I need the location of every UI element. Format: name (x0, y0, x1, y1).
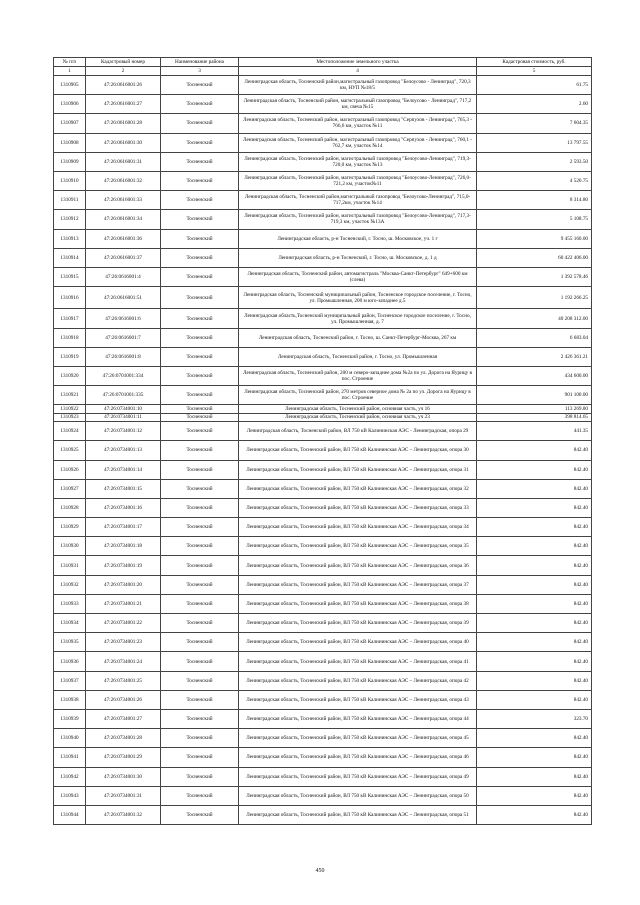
location-text: Ленинградская область, Тосненский район, 270 метров северное дома № 2а по ул. Дорога на Яурицу в пос. Строение (239, 386, 477, 405)
index-row (54, 67, 592, 76)
location-text: Ленинградская область, Тосненский район, ВЛ 750 кВ Калининская АЭС – Ленинградская, опора 32 (239, 479, 477, 498)
cadastral-value: 842.40 (477, 633, 592, 652)
row-number: 1310927 (54, 479, 86, 498)
table-row (54, 614, 592, 633)
cadastral-number: 47:26:0616001:4 (86, 267, 161, 286)
cadastral-number: 47:26:0734001:11 (86, 413, 161, 421)
row-number: 1310933 (54, 594, 86, 613)
district-name: Тосненский (161, 76, 239, 95)
district-name: Тосненский (161, 729, 239, 748)
district-name: Тосненский (161, 309, 239, 328)
row-number: 1310919 (54, 347, 86, 366)
location-text: Ленинградская область, Тосненский район, ВЛ 750 кВ Калининская АЭС – Ленинградская, опора 33 (239, 498, 477, 517)
row-number: 1310942 (54, 767, 86, 786)
cadastral-value: 842.40 (477, 614, 592, 633)
col-header-district: Наименование района (161, 58, 239, 67)
header-row (54, 58, 592, 67)
district-name: Тосненский (161, 328, 239, 347)
cadastral-number: 47:26:0734001:17 (86, 518, 161, 537)
location-text: Ленинградская область, Тосненский район, ВЛ 750 кВ Калининская АЭС – Ленинградская, опора 39 (239, 614, 477, 633)
row-number: 1310936 (54, 652, 86, 671)
row-number: 1310937 (54, 671, 86, 690)
row-number: 1310912 (54, 210, 86, 229)
table-row (54, 537, 592, 556)
district-name: Тосненский (161, 594, 239, 613)
table-row (54, 152, 592, 171)
location-text: Ленинградская область, Тосненский район, ВЛ 750 кВ Калининская АЭС – Ленинградская, опора 43 (239, 690, 477, 709)
district-name: Тосненский (161, 347, 239, 366)
row-number: 1310931 (54, 556, 86, 575)
row-number: 1310910 (54, 171, 86, 190)
row-number: 1310922 (54, 405, 86, 413)
district-name: Тосненский (161, 786, 239, 805)
table-row (54, 229, 592, 248)
cadastral-value: 60 422 406.00 (477, 248, 592, 267)
cadastral-number: 47:26:0616001:7 (86, 328, 161, 347)
cadastral-value: 842.40 (477, 556, 592, 575)
table-row (54, 95, 592, 114)
district-name: Тосненский (161, 748, 239, 767)
col-index-1: 1 (54, 67, 86, 76)
document-page (53, 57, 591, 825)
cadastral-value: 842.40 (477, 671, 592, 690)
cadastral-number: 47:26:0734001:20 (86, 575, 161, 594)
cadastral-value: 842.40 (477, 575, 592, 594)
district-name: Тосненский (161, 229, 239, 248)
table-row (54, 498, 592, 517)
cadastral-number: 47:26:0734001:19 (86, 556, 161, 575)
cadastral-value: 7 604.35 (477, 114, 592, 133)
table-row (54, 191, 592, 210)
location-text: Ленинградская область, Тосненский район, ВЛ 750 кВ Калининская АЭС – Ленинградская, опора 51 (239, 805, 477, 824)
row-number: 1310925 (54, 441, 86, 460)
table-row (54, 460, 592, 479)
cadastral-value: 13 797.55 (477, 133, 592, 152)
table-row (54, 422, 592, 441)
cadastral-value: 842.40 (477, 460, 592, 479)
cadastral-number: 47:26:0616001:26 (86, 76, 161, 95)
district-name: Тосненский (161, 805, 239, 824)
district-name: Тосненский (161, 267, 239, 286)
location-text: Ленинградская область, Тосненский район, магистральный газопровод "Серпухов - Ленинград", 765,3 - 766,6 км, участок №11 (239, 114, 477, 133)
col-header-cadastral: Кадастровый номер (86, 58, 161, 67)
cadastral-value: 6 683.04 (477, 328, 592, 347)
location-text: Ленинградская область, Тосненский район, ВЛ 750 кВ Калининская АЭС – Ленинградская, опора 30 (239, 441, 477, 460)
table-row (54, 133, 592, 152)
district-name: Тосненский (161, 441, 239, 460)
row-number: 1310932 (54, 575, 86, 594)
cadastral-number: 47:26:0616001:8 (86, 347, 161, 366)
location-text: Ленинградская область, Тосненский район, ВЛ 750 кВ Калининская АЭС – Ленинградская, опора 35 (239, 537, 477, 556)
district-name: Тосненский (161, 671, 239, 690)
location-text: Ленинградская область, Тосненский район, ВЛ 750 кВ Калининская АЭС – Ленинградская, опора 40 (239, 633, 477, 652)
location-text: Ленинградская область, Тосненский район, г. Тосно, ш. Санкт-Петербург-Москва, 267 км (239, 328, 477, 347)
cadastral-value: 842.40 (477, 786, 592, 805)
table-row (54, 76, 592, 95)
location-text: Ленинградская область, Тосненский район, ВЛ 750 кВ Калининская АЭС – Ленинградская, опора 37 (239, 575, 477, 594)
location-text: Ленинградская область, Тосненский район, ВЛ 750 кВ Калининская АЭС – Ленинградская, опора 34 (239, 518, 477, 537)
cadastral-value: 5 108.75 (477, 210, 592, 229)
district-name: Тосненский (161, 405, 239, 413)
table-row (54, 267, 592, 286)
cadastral-value: 842.40 (477, 594, 592, 613)
table-row (54, 556, 592, 575)
table-row (54, 709, 592, 728)
cadastral-value: 2 426 361.21 (477, 347, 592, 366)
location-text: Ленинградская область, Тосненский район, 200 м северо-западнее дома №2а по ул. Дорога на Яурицу в пос. Строение (239, 367, 477, 386)
location-text: Ленинградская область, Тосненский район, магистральный газопровод "Белоусово - Ленинград", 717,2 км, свеча №15 (239, 95, 477, 114)
district-name: Тосненский (161, 152, 239, 171)
cadastral-value: 842.40 (477, 479, 592, 498)
cadastral-value: 901 100.00 (477, 386, 592, 405)
row-number: 1310917 (54, 309, 86, 328)
district-name: Тосненский (161, 767, 239, 786)
cadastral-value: 2 593.50 (477, 152, 592, 171)
cadastral-value: 8 314.80 (477, 191, 592, 210)
cadastral-value: 842.40 (477, 518, 592, 537)
table-row (54, 479, 592, 498)
col-header-num: № п/п (54, 58, 86, 67)
cadastral-value: 323.70 (477, 709, 592, 728)
row-number: 1310924 (54, 422, 86, 441)
table-row (54, 328, 592, 347)
location-text: Ленинградская область, Тосненский район, магистральный газопровод "Белоусово-Ленинград", 717,3-719,3 км, участок №13А (239, 210, 477, 229)
district-name: Тосненский (161, 614, 239, 633)
location-text: Ленинградская область, Тосненский район, ВЛ 750 кВ Калининская АЭС – Ленинградская, опора 42 (239, 671, 477, 690)
cadastral-number: 47:26:0616001:31 (86, 152, 161, 171)
location-text: Ленинградская область, Тосненский район, ВЛ 750 кВ Калининская АЭС – Ленинградская, опора 46 (239, 748, 477, 767)
location-text: Ленинградская область, Тосненский район, автомагистраль "Москва-Санкт-Петербург" 649+600 км (слева) (239, 267, 477, 286)
district-name: Тосненский (161, 210, 239, 229)
cadastral-value: 842.40 (477, 441, 592, 460)
row-number: 1310938 (54, 690, 86, 709)
cadastral-number: 47:26:0734001:29 (86, 748, 161, 767)
district-name: Тосненский (161, 367, 239, 386)
cadastral-number: 47:26:0734001:32 (86, 805, 161, 824)
cadastral-number: 47:26:0616001:28 (86, 114, 161, 133)
cadastral-value: 40 208 312.00 (477, 309, 592, 328)
table-row (54, 652, 592, 671)
cadastral-number: 47:26:0734001:28 (86, 729, 161, 748)
district-name: Тосненский (161, 386, 239, 405)
cadastral-number: 47:26:0734001:31 (86, 786, 161, 805)
table-row (54, 114, 592, 133)
page-number: 450 (315, 868, 325, 874)
row-number: 1310929 (54, 518, 86, 537)
table-row (54, 575, 592, 594)
district-name: Тосненский (161, 171, 239, 190)
location-text: Ленинградская область, Тосненский район, магистральный газопровод "Белоусово-Ленинград", 719,3-720,0 км, участок №13 (239, 152, 477, 171)
location-text: Ленинградская область, Тосненский район, ВЛ 750 кВ Калининская АЭС – Ленинградская, опора 36 (239, 556, 477, 575)
cadastral-number: 47:26:0734001:25 (86, 671, 161, 690)
cadastral-value: 842.40 (477, 690, 592, 709)
cadastral-value: 842.40 (477, 652, 592, 671)
row-number: 1310923 (54, 413, 86, 421)
district-name: Тосненский (161, 460, 239, 479)
cadastral-table (53, 57, 592, 825)
row-number: 1310920 (54, 367, 86, 386)
cadastral-number: 47:26:0616001:37 (86, 248, 161, 267)
col-index-3: 3 (161, 67, 239, 76)
location-text: Ленинградская область, р-н Тосненский, г. Тосно, ш. Московское, уч. 1 г (239, 229, 477, 248)
cadastral-value: 113 269.00 (477, 405, 592, 413)
location-text: Ленинградская область, Тосненский район, г. Тосно, ул. Промышленная (239, 347, 477, 366)
district-name: Тосненский (161, 114, 239, 133)
table-row (54, 671, 592, 690)
location-text: Ленинградская область, р-н Тосненский, г. Тосно, ш. Московское, д. 1 д (239, 248, 477, 267)
district-name: Тосненский (161, 422, 239, 441)
district-name: Тосненский (161, 498, 239, 517)
cadastral-value: 4 520.75 (477, 171, 592, 190)
cadastral-value: 842.40 (477, 767, 592, 786)
cadastral-number: 47:26:0734001:21 (86, 594, 161, 613)
row-number: 1310928 (54, 498, 86, 517)
cadastral-number: 47:26:0734001:15 (86, 479, 161, 498)
table-row (54, 386, 592, 405)
row-number: 1310941 (54, 748, 86, 767)
cadastral-number: 47:26:0734001:23 (86, 633, 161, 652)
col-header-location: Местоположение земельного участка (239, 58, 477, 67)
district-name: Тосненский (161, 287, 239, 309)
location-text: Ленинградская область, Тосненский муниципальный район, Тосненское городское поселение, г. Тосно, ул. Промышленная, 200 м юго-западнее д.5 (239, 287, 477, 309)
col-index-4: 4 (239, 67, 477, 76)
cadastral-value: 1 392 578.46 (477, 267, 592, 286)
district-name: Тосненский (161, 479, 239, 498)
table-row (54, 413, 592, 421)
district-name: Тосненский (161, 709, 239, 728)
col-index-5: 5 (477, 67, 592, 76)
cadastral-number: 47:26:0734001:26 (86, 690, 161, 709)
cadastral-number: 47:26:0616001:30 (86, 133, 161, 152)
row-number: 1310916 (54, 287, 86, 309)
cadastral-number: 47:26:0701001:334 (86, 367, 161, 386)
location-text: Ленинградская область, Тосненский район,магистральный газопровод "Белоусово-Ленинград", 715,0-717,2км, участок №14 (239, 191, 477, 210)
location-text: Ленинградская область,Тосненский муниципальный район, Тосненское городское поселение, г. Тосно, ул. Промышленная, д. 7 (239, 309, 477, 328)
row-number: 1310909 (54, 152, 86, 171)
cadastral-number: 47:26:0734001:24 (86, 652, 161, 671)
cadastral-number: 47:26:0734001:14 (86, 460, 161, 479)
cadastral-value: 9 455 160.00 (477, 229, 592, 248)
col-header-value: Кадастровая стоимость, руб. (477, 58, 592, 67)
cadastral-value: 2.60 (477, 95, 592, 114)
row-number: 1310907 (54, 114, 86, 133)
district-name: Тосненский (161, 248, 239, 267)
district-name: Тосненский (161, 575, 239, 594)
cadastral-number: 47:26:0616001:6 (86, 309, 161, 328)
row-number: 1310939 (54, 709, 86, 728)
row-number: 1310911 (54, 191, 86, 210)
table-row (54, 748, 592, 767)
district-name: Тосненский (161, 652, 239, 671)
location-text: Ленинградская область, Тосненский район, ВЛ 750 кВ Калининская АЭС – Ленинградская, опора 41 (239, 652, 477, 671)
location-text: Ленинградская область, Тосненский район, основная часть, уч 23 (239, 413, 477, 421)
location-text: Ленинградская область, Тосненский район,магистральный газопровод "Белоусово - Ленинград", 720,3 км, НУП №18/5 (239, 76, 477, 95)
table-row (54, 729, 592, 748)
table-row (54, 248, 592, 267)
location-text: Ленинградская область, Тосненский район, ВЛ 750 кВ Калининская АЭС – Ленинградская, опора 38 (239, 594, 477, 613)
table-row (54, 367, 592, 386)
district-name: Тосненский (161, 518, 239, 537)
table-row (54, 309, 592, 328)
row-number: 1310940 (54, 729, 86, 748)
table-row (54, 594, 592, 613)
table-row (54, 441, 592, 460)
row-number: 1310905 (54, 76, 86, 95)
location-text: Ленинградская область, Тосненский район, ВЛ 750 кВ Калининская АЭС – Ленинградская, опора 49 (239, 767, 477, 786)
location-text: Ленинградская область, Тосненский район, магистральный газопровод "Серпухов - Ленинград", 760,1 - 762,7 км, участок №14 (239, 133, 477, 152)
table-row (54, 690, 592, 709)
row-number: 1310921 (54, 386, 86, 405)
table-row (54, 767, 592, 786)
cadastral-value: 1 192 266.25 (477, 287, 592, 309)
cadastral-value: 842.40 (477, 729, 592, 748)
district-name: Тосненский (161, 690, 239, 709)
row-number: 1310915 (54, 267, 86, 286)
cadastral-number: 47:26:0734001:10 (86, 405, 161, 413)
cadastral-value: 61.75 (477, 76, 592, 95)
cadastral-number: 47:26:0734001:30 (86, 767, 161, 786)
district-name: Тосненский (161, 95, 239, 114)
district-name: Тосненский (161, 556, 239, 575)
cadastral-number: 47:26:0734001:18 (86, 537, 161, 556)
district-name: Тосненский (161, 633, 239, 652)
table-row (54, 805, 592, 824)
location-text: Ленинградская область, Тосненский район, магистральный газопровод "Белоусово-Ленинград", 726,0-721,2 км, участок№11 (239, 171, 477, 190)
location-text: Ленинградская область, Тосненский район, ВЛ 750 кВ Калининская АЭС - Ленинградская, опора 29 (239, 422, 477, 441)
district-name: Тосненский (161, 191, 239, 210)
cadastral-number: 47:26:0701001:335 (86, 386, 161, 405)
table-row (54, 210, 592, 229)
table-row (54, 633, 592, 652)
row-number: 1310906 (54, 95, 86, 114)
cadastral-value: 842.40 (477, 498, 592, 517)
cadastral-number: 47:26:0616001:36 (86, 229, 161, 248)
cadastral-number: 47:26:0616001:34 (86, 210, 161, 229)
row-number: 1310918 (54, 328, 86, 347)
row-number: 1310934 (54, 614, 86, 633)
row-number: 1310944 (54, 805, 86, 824)
table-row (54, 405, 592, 413)
location-text: Ленинградская область, Тосненский район, основная часть, уч 16 (239, 405, 477, 413)
row-number: 1310914 (54, 248, 86, 267)
location-text: Ленинградская область, Тосненский район, ВЛ 750 кВ Калининская АЭС – Ленинградская, опора 45 (239, 729, 477, 748)
row-number: 1310930 (54, 537, 86, 556)
district-name: Тосненский (161, 413, 239, 421)
cadastral-value: 842.40 (477, 805, 592, 824)
cadastral-value: 398 814.65 (477, 413, 592, 421)
cadastral-number: 47:26:0616001:32 (86, 171, 161, 190)
table-row (54, 347, 592, 366)
cadastral-number: 47:26:0734001:12 (86, 422, 161, 441)
cadastral-number: 47:26:0616001:33 (86, 191, 161, 210)
row-number: 1310926 (54, 460, 86, 479)
cadastral-value: 434 600.00 (477, 367, 592, 386)
table-row (54, 287, 592, 309)
table-row (54, 171, 592, 190)
table-row (54, 518, 592, 537)
col-index-2: 2 (86, 67, 161, 76)
district-name: Тосненский (161, 537, 239, 556)
location-text: Ленинградская область, Тосненский район, ВЛ 750 кВ Калининская АЭС – Ленинградская, опора 31 (239, 460, 477, 479)
location-text: Ленинградская область, Тосненский район, ВЛ 750 кВ Калининская АЭС – Ленинградская, опора 44 (239, 709, 477, 728)
cadastral-value: 842.40 (477, 537, 592, 556)
row-number: 1310908 (54, 133, 86, 152)
row-number: 1310943 (54, 786, 86, 805)
cadastral-number: 47:26:0616001:27 (86, 95, 161, 114)
cadastral-number: 47:26:0734001:16 (86, 498, 161, 517)
cadastral-number: 47:26:0616001:51 (86, 287, 161, 309)
cadastral-value: 441.35 (477, 422, 592, 441)
row-number: 1310913 (54, 229, 86, 248)
district-name: Тосненский (161, 133, 239, 152)
cadastral-number: 47:26:0734001:27 (86, 709, 161, 728)
cadastral-number: 47:26:0734001:13 (86, 441, 161, 460)
location-text: Ленинградская область, Тосненский район, ВЛ 750 кВ Калининская АЭС – Ленинградская, опора 50 (239, 786, 477, 805)
table-row (54, 786, 592, 805)
row-number: 1310935 (54, 633, 86, 652)
cadastral-number: 47:26:0734001:22 (86, 614, 161, 633)
cadastral-value: 842.40 (477, 748, 592, 767)
